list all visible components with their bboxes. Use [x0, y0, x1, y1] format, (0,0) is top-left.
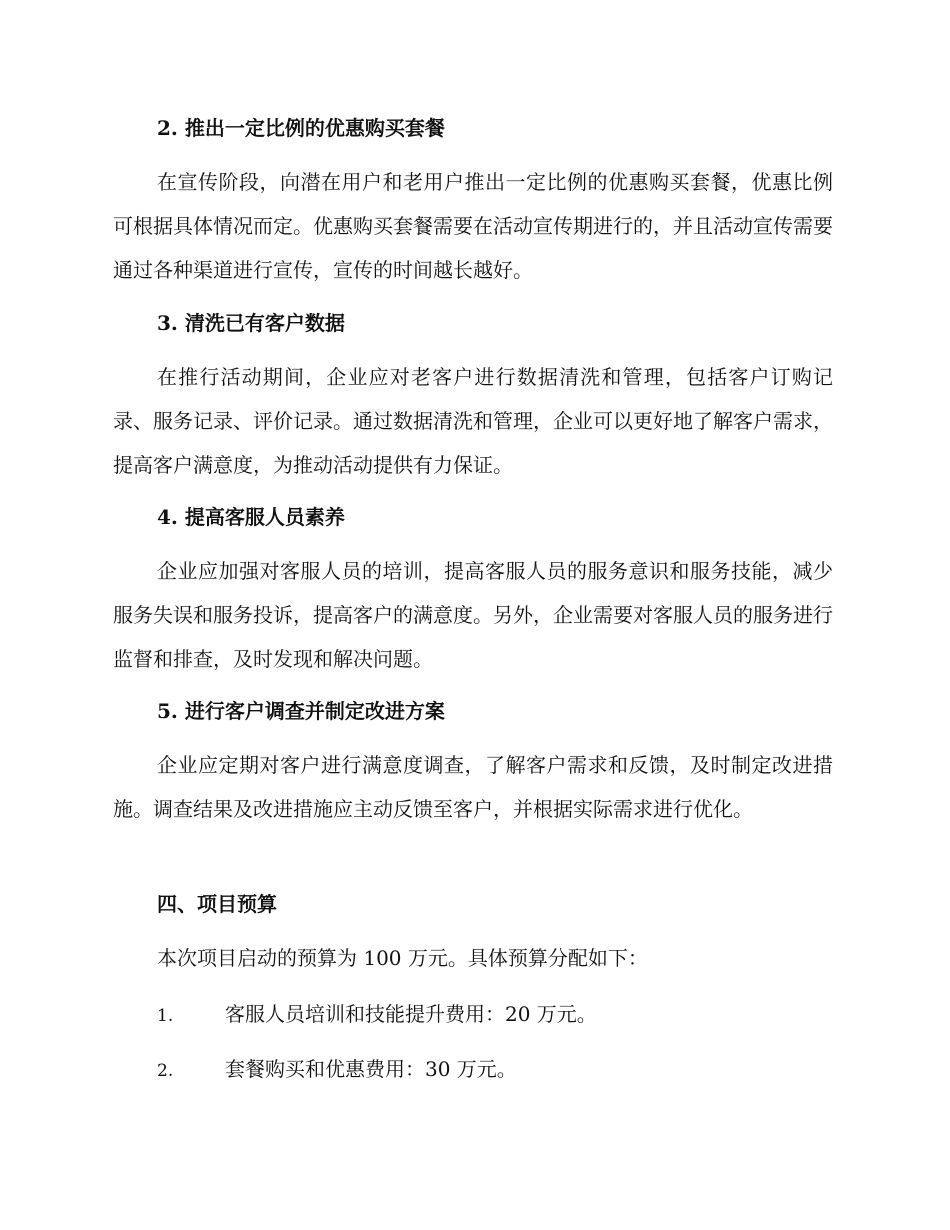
- budget-list-item: [157, 1000, 597, 1030]
- section-paragraph-2: 在宣传阶段，向潜在用户和老用户推出一定比例的优惠购买套餐，优惠比例可根据具体情况而定。优惠购买套餐需要在活动宣传期进行的，并且活动宣传需要通过各种渠道进行宣传，宣传的时间越长越好。: [113, 170, 833, 282]
- section-heading-3: 3. 清洗已有客户数据: [157, 311, 345, 335]
- list-number: 2.: [157, 1061, 174, 1081]
- section-paragraph-3: 在推行活动期间，企业应对老客户进行数据清洗和管理，包括客户订购记录、服务记录、评价记录。通过数据清洗和管理，企业可以更好地了解客户需求，提高客户满意度，为推动活动提供有力保证。: [113, 365, 833, 477]
- budget-heading: 四、项目预算: [157, 892, 277, 916]
- list-number: 1.: [157, 1006, 174, 1026]
- section-paragraph-5: 企业应定期对客户进行满意度调查，了解客户需求和反馈，及时制定改进措施。调查结果及改进措施应主动反馈至客户，并根据实际需求进行优化。: [113, 753, 833, 821]
- section-heading-5: 5. 进行客户调查并制定改进方案: [157, 699, 445, 723]
- section-heading-2: 2. 推出一定比例的优惠购买套餐: [157, 116, 445, 140]
- list-text: 客服人员培训和技能提升费用：20 万元。: [225, 1002, 597, 1026]
- section-paragraph-4: 企业应加强对客服人员的培训，提高客服人员的服务意识和服务技能，减少服务失误和服务投诉，提高客户的满意度。另外，企业需要对客服人员的服务进行监督和排查，及时发现和解决问题。: [113, 559, 833, 671]
- budget-list-item: [157, 1055, 517, 1085]
- list-text: 套餐购买和优惠费用：30 万元。: [225, 1057, 517, 1081]
- budget-intro: 本次项目启动的预算为 100 万元。具体预算分配如下：: [157, 946, 648, 970]
- section-heading-4: 4. 提高客服人员素养: [157, 505, 345, 529]
